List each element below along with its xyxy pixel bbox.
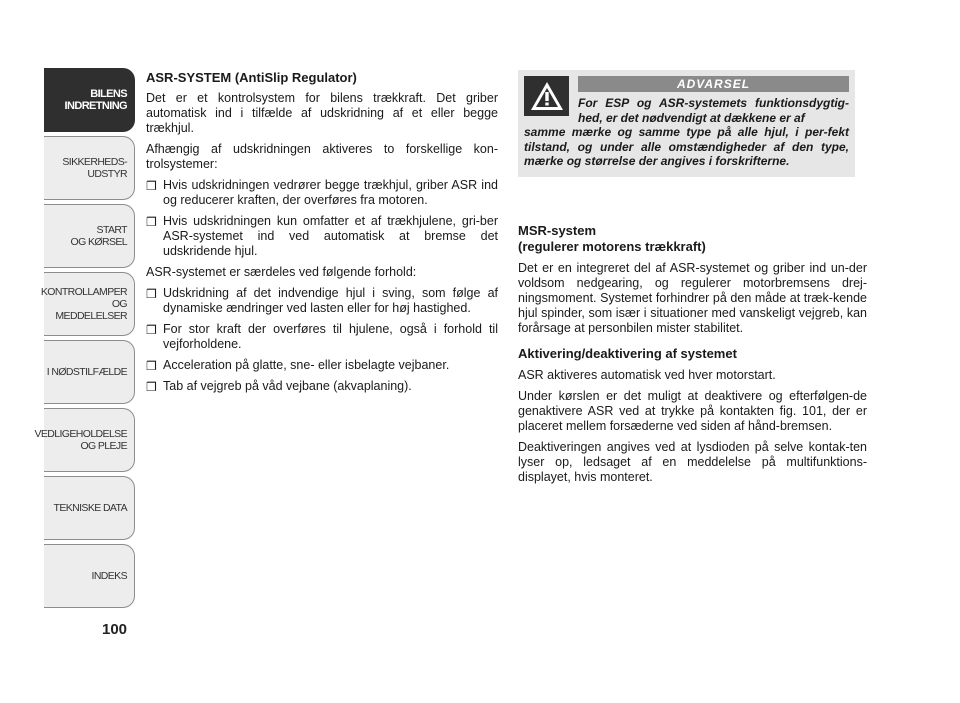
asr-useful: ASR-systemet er særdeles ved følgende forhold:: [146, 265, 417, 279]
checkbox-bullet-icon: ❒: [146, 179, 157, 193]
tab-sikkerhedsudstyr[interactable]: [44, 136, 135, 200]
list-item: [146, 178, 498, 208]
tab-label: VEDLIGEHOLDELSE OG PLEJE: [34, 428, 127, 452]
warning-text: [524, 96, 849, 169]
activation-text-3: Deaktiveringen angives ved at lysdioden på selve kontak-ten lyser op, ledsaget af en meddelelse på multifunktions-displayet, hvis monteret.: [518, 439, 867, 484]
checkbox-bullet-icon: ❒: [146, 215, 157, 229]
list-item-text: For stor kraft der overføres til hjulene, også i forhold til vejforholdene.: [163, 322, 498, 351]
chapter-tabs: [34, 68, 135, 612]
activation-text-2: Under kørslen er det muligt at deaktivere og efterfølgen-de genaktivere ASR ved at trykke på kontakten fig. 101, der er placeret mellem forsæderne ved siden af hånd-bremsen.: [518, 388, 867, 433]
list-item-text: Udskridning af det indvendige hjul i sving, som følge af dynamiske ændringer ved lasten eller for høj hastighed.: [163, 286, 498, 315]
tab-vedligeholdelse[interactable]: [34, 408, 135, 472]
tab-tekniske-data[interactable]: [44, 476, 135, 540]
asr-systems-list: [146, 178, 498, 259]
tab-label: START OG KØRSEL: [70, 224, 127, 248]
checkbox-bullet-icon: ❒: [146, 359, 157, 373]
asr-conditions-list: [146, 286, 498, 394]
tab-label: SIKKERHEDS- UDSTYR: [62, 156, 127, 180]
asr-intro: Det er et kontrolsystem for bilens trækkraft. Det griber automatisk ind i tilfælde af udskridning af et eller begge trækhjul.: [146, 91, 498, 135]
list-item-text: Hvis udskridningen vedrører begge trækhjul, griber ASR ind og reducerer kraften, der overføres fra motoren.: [163, 178, 498, 207]
tab-label: I NØDSTILFÆLDE: [46, 366, 127, 378]
warning-triangle-icon: [524, 76, 569, 116]
checkbox-bullet-icon: ❒: [146, 287, 157, 301]
msr-text: Det er en integreret del af ASR-systemet og griber ind un-der voldsom nedgearing, og regulerer motorbremsens drej-ningsmoment. Systemet forhindrer på den måde at træk-kende hjul spinder, som især i situationer med vanskeligt vejgreb, kan forårsage at personbilen mister stabilitet.: [518, 260, 867, 335]
checkbox-bullet-icon: ❒: [146, 380, 157, 394]
msr-title-line2: (regulerer motorens trækkraft): [518, 238, 706, 254]
tab-label: BILENS INDRETNING: [64, 88, 127, 112]
warning-title: ADVARSEL: [578, 76, 849, 92]
tab-kontrollamper[interactable]: [40, 272, 135, 336]
asr-title: ASR-SYSTEM (AntiSlip Regulator): [146, 70, 357, 85]
warning-text-rest: samme mærke og samme type på alle hjul, i per-fekt tilstand, og under alle omstændigheder af den type, mærke og størrelse der angives i forskrifterne.: [524, 125, 849, 168]
tab-indeks[interactable]: [44, 544, 135, 608]
msr-title-line1: MSR-system: [518, 222, 597, 238]
tab-nodstilfaelde[interactable]: [44, 340, 135, 404]
asr-section: [146, 70, 498, 400]
tab-bilens-indretning[interactable]: [44, 68, 135, 132]
tab-label: INDEKS: [91, 570, 127, 582]
tab-start-og-korsel[interactable]: [44, 204, 135, 268]
list-item: [146, 379, 498, 394]
tab-label: KONTROLLAMPER OG MEDDELELSER: [40, 286, 127, 322]
warning-text-first: For ESP og ASR-systemets funktionsdygtig-hed, er det nødvendigt at dækkene er af: [578, 96, 849, 125]
list-item-text: Acceleration på glatte, sne- eller isbelagte vejbaner.: [163, 358, 450, 372]
activation-text-1: ASR aktiveres automatisk ved hver motorstart.: [518, 367, 776, 382]
tab-label: TEKNISKE DATA: [53, 502, 127, 514]
list-item: [146, 358, 498, 373]
checkbox-bullet-icon: ❒: [146, 323, 157, 337]
list-item: [146, 214, 498, 259]
list-item: [146, 322, 498, 352]
msr-title: [518, 223, 867, 255]
right-column: [518, 70, 867, 491]
activation-title: Aktivering/deaktivering af systemet: [518, 345, 737, 361]
page-number: 100: [102, 621, 128, 638]
warning-box: [518, 70, 855, 177]
list-item-text: Tab af vejgreb på våd vejbane (akvaplaning).: [163, 379, 412, 393]
list-item-text: Hvis udskridningen kun omfatter et af trækhjulene, gri-ber ASR-systemet ind ved automatisk at bremse det udskridende hjul.: [163, 214, 498, 258]
asr-activates: Afhængig af udskridningen aktiveres to forskellige kon-trolsystemer:: [146, 142, 498, 171]
list-item: [146, 286, 498, 316]
